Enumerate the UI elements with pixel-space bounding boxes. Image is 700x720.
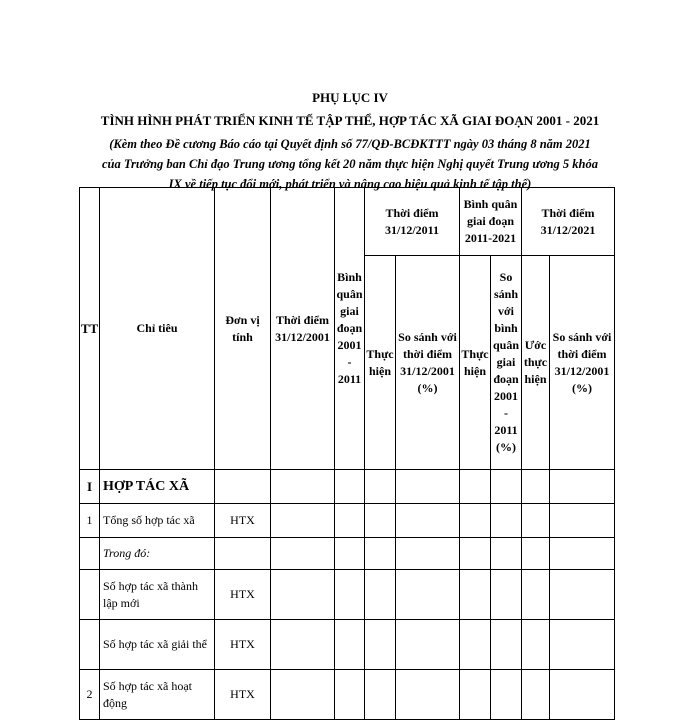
row-tt: 1: [80, 504, 100, 538]
header-thuc-hien-2011: Thực hiện: [365, 256, 396, 470]
row-label: Số hợp tác xã giải thể: [100, 620, 215, 670]
header-so-sanh-2001-b: So sánh với thời điểm 31/12/2001 (%): [550, 256, 615, 470]
header-uoc-thuc-hien: Ước thực hiện: [522, 256, 550, 470]
row-unit: HTX: [215, 570, 271, 620]
row-tt: 2: [80, 670, 100, 720]
row-unit: HTX: [215, 620, 271, 670]
header-binh-quan-2001-2011: Bình quân giai đoạn 2001 - 2011: [335, 188, 365, 470]
header-don-vi-tinh: Đơn vị tính: [215, 188, 271, 470]
statistics-table: [79, 187, 615, 720]
row-tt: [80, 570, 100, 620]
appendix-title: PHỤ LỤC IV: [312, 90, 388, 105]
row-unit: [215, 538, 271, 570]
header-tt: TT: [80, 188, 100, 470]
header-group-2011: Thời điểm 31/12/2011: [365, 188, 460, 256]
header-thuc-hien-2011-2021: Thực hiện: [460, 256, 491, 470]
header-thoi-diem-2001: Thời điểm 31/12/2001: [271, 188, 335, 470]
header-group-2021: Thời điểm 31/12/2021: [522, 188, 615, 256]
row-label-section: HỢP TÁC XÃ: [100, 470, 215, 504]
reference-note-line-2: của Trưởng ban Chỉ đạo Trung ương tổng kết 20 năm thực hiện Nghị quyết Trung ương 5 khóa: [101, 157, 598, 171]
row-unit: HTX: [215, 504, 271, 538]
reference-note-line-3: IX về tiếp tục đổi mới, phát triển và nâng cao hiệu quả kinh tế tập thể): [168, 177, 532, 191]
header-chi-tieu: Chỉ tiêu: [100, 188, 215, 470]
reference-note-line-1: (Kèm theo Đề cương Báo cáo tại Quyết định số 77/QĐ-BCĐKTTT ngày 03 tháng 8 năm 2021: [109, 137, 591, 151]
row-unit: [215, 470, 271, 504]
reference-note: [0, 134, 700, 194]
row-label: Số hợp tác xã hoạt động: [100, 670, 215, 720]
row-label-italic: Trong đó:: [100, 538, 215, 570]
row-tt: [80, 620, 100, 670]
row-tt: I: [80, 470, 100, 504]
header-group-2011-2021: Bình quân giai đoạn 2011-2021: [460, 188, 522, 256]
row-unit: HTX: [215, 670, 271, 720]
row-label: Số hợp tác xã thành lập mới: [100, 570, 215, 620]
row-label: Tổng số hợp tác xã: [100, 504, 215, 538]
header-so-sanh-2001-a: So sánh với thời điểm 31/12/2001 (%): [396, 256, 460, 470]
row-tt: [80, 538, 100, 570]
header-so-sanh-binh-quan: So sánh với bình quân giai đoạn 2001 - 2011 (%): [491, 256, 522, 470]
document-subtitle: TÌNH HÌNH PHÁT TRIỂN KINH TẾ TẬP THỂ, HỢP TÁC XÃ GIAI ĐOẠN 2001 - 2021: [100, 113, 600, 128]
